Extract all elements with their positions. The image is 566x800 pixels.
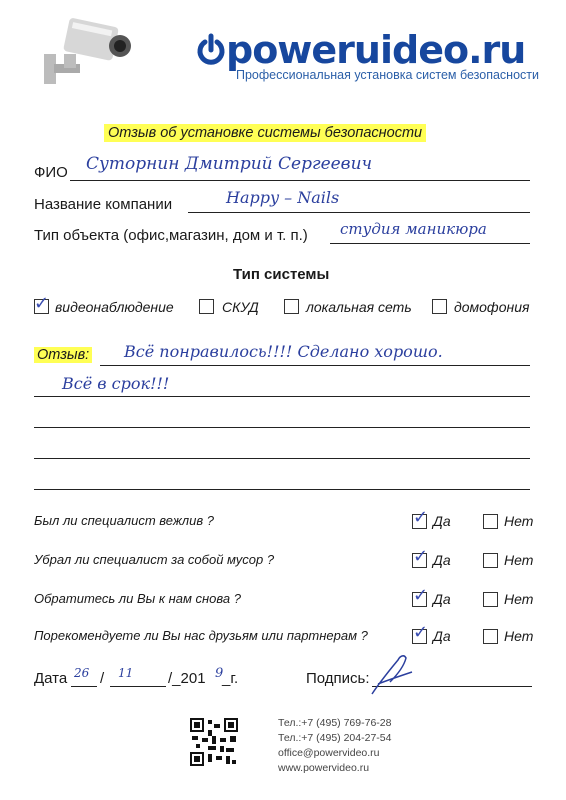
review-line-1 bbox=[100, 365, 530, 366]
yes-label: Да bbox=[433, 591, 451, 607]
day-line bbox=[71, 686, 97, 687]
question-row bbox=[34, 546, 544, 576]
qr-code-icon bbox=[190, 718, 238, 766]
check-mark-icon: ✓ bbox=[34, 293, 50, 314]
date-day[interactable]: 26 bbox=[74, 666, 90, 680]
question-text: Убрал ли специалист за собой мусор ? bbox=[34, 552, 275, 567]
check-mark-icon: ✓ bbox=[413, 585, 429, 606]
date-month[interactable]: 11 bbox=[118, 666, 134, 680]
question-text: Порекомендуете ли Вы нас друзьям или партнерам ? bbox=[34, 628, 368, 643]
check-mark-icon: ✓ bbox=[413, 507, 429, 528]
camera-logo-icon bbox=[40, 14, 140, 96]
fio-line bbox=[70, 180, 530, 181]
no-checkbox[interactable] bbox=[483, 629, 498, 644]
power-icon bbox=[196, 28, 226, 72]
option-label: видеонаблюдение bbox=[55, 299, 174, 315]
object-label: Тип объекта (офис,магазин, дом и т. п.) bbox=[34, 227, 308, 244]
review-line-5 bbox=[34, 489, 530, 490]
system-title: Тип системы bbox=[233, 266, 330, 283]
company-label: Название компании bbox=[34, 196, 173, 213]
question-text: Обратитесь ли Вы к нам снова ? bbox=[34, 591, 241, 606]
signature-label: Подпись: bbox=[306, 670, 370, 687]
question-row bbox=[34, 622, 544, 652]
phone-1: Тел.:+7 (495) 769-76-28 bbox=[278, 717, 392, 729]
yes-label: Да bbox=[433, 513, 451, 529]
object-line bbox=[330, 243, 530, 244]
review-text-2[interactable]: Всё в срок!!! bbox=[62, 374, 170, 393]
signature-mark[interactable] bbox=[368, 652, 418, 698]
tagline: Профессиональная установка систем безопасности bbox=[236, 68, 539, 82]
question-row bbox=[34, 585, 544, 615]
option-label: домофония bbox=[454, 299, 530, 315]
no-label: Нет bbox=[504, 628, 534, 644]
date-label: Дата bbox=[34, 670, 68, 687]
no-label: Нет bbox=[504, 591, 534, 607]
review-line-4 bbox=[34, 458, 530, 459]
phone-2: Тел.:+7 (495) 204-27-54 bbox=[278, 732, 392, 744]
check-mark-icon: ✓ bbox=[413, 546, 429, 567]
form-title: Отзыв об установке системы безопасности bbox=[104, 124, 426, 142]
no-label: Нет bbox=[504, 513, 534, 529]
no-checkbox[interactable] bbox=[483, 553, 498, 568]
fio-value[interactable]: Суторнин Дмитрий Сергеевич bbox=[86, 154, 373, 174]
check-mark-icon: ✓ bbox=[413, 622, 429, 643]
company-line bbox=[188, 212, 530, 213]
yes-label: Да bbox=[433, 628, 451, 644]
yes-label: Да bbox=[433, 552, 451, 568]
brand-logo bbox=[196, 28, 525, 72]
intercom-checkbox[interactable] bbox=[432, 299, 447, 314]
month-line bbox=[110, 686, 166, 687]
option-label: СКУД bbox=[222, 299, 259, 315]
review-line-3 bbox=[34, 427, 530, 428]
contacts bbox=[278, 716, 391, 776]
year-prefix: /_201 bbox=[168, 670, 206, 687]
review-text-1[interactable]: Всё понравилось!!!! Сделано хорошо. bbox=[124, 342, 443, 361]
fio-label: ФИО bbox=[34, 164, 68, 181]
review-label: Отзыв: bbox=[34, 347, 92, 363]
skud-checkbox[interactable] bbox=[199, 299, 214, 314]
question-row bbox=[34, 507, 544, 537]
year-suffix: _г. bbox=[222, 670, 239, 687]
question-text: Был ли специалист вежлив ? bbox=[34, 513, 214, 528]
lan-checkbox[interactable] bbox=[284, 299, 299, 314]
company-value[interactable]: Happy – Nails bbox=[226, 188, 340, 207]
object-value[interactable]: студия маникюра bbox=[340, 220, 487, 238]
no-checkbox[interactable] bbox=[483, 592, 498, 607]
option-label: локальная сеть bbox=[306, 299, 412, 315]
no-label: Нет bbox=[504, 552, 534, 568]
year-digit[interactable]: 9 bbox=[215, 666, 224, 681]
review-line-2 bbox=[34, 396, 530, 397]
brand-text: poweruideo.ru bbox=[226, 28, 526, 72]
no-checkbox[interactable] bbox=[483, 514, 498, 529]
email-link[interactable]: office@powervideo.ru bbox=[278, 747, 380, 759]
date-sep: / bbox=[100, 670, 105, 687]
website-link[interactable]: www.powervideo.ru bbox=[278, 762, 370, 774]
